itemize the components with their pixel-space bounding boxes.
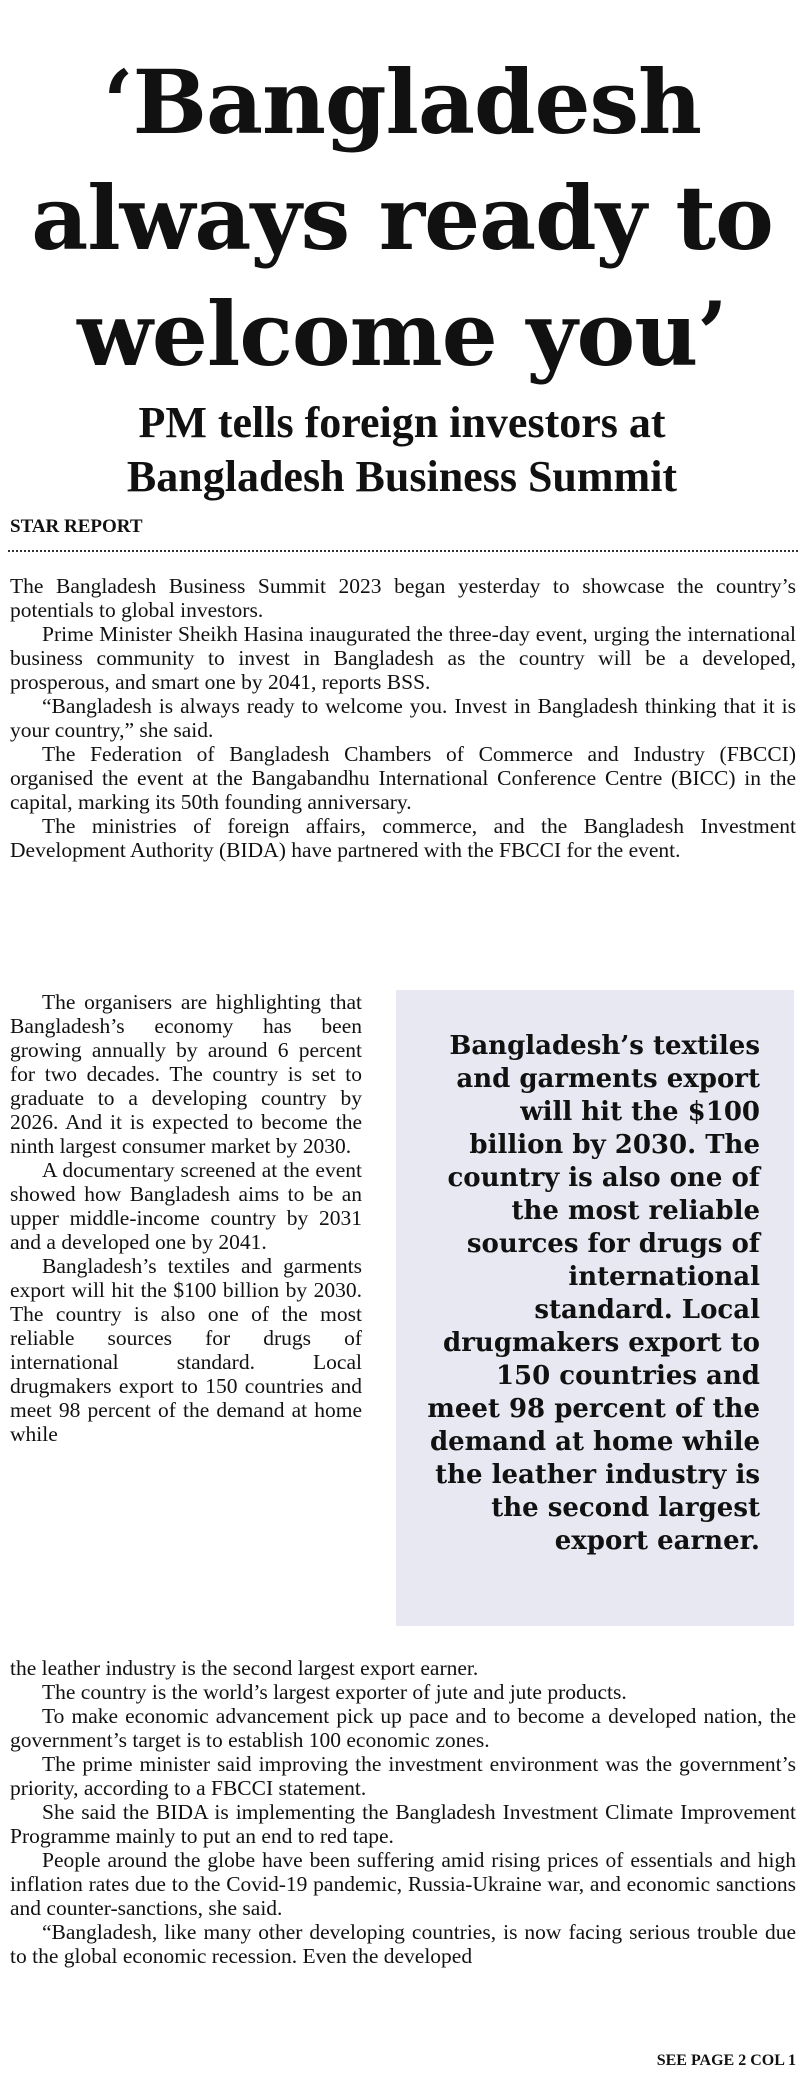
paragraph: The Federation of Bangladesh Chambers of Commerce and Industry (FBCCI) organised the event at the Bangabandhu International Conference Centre (BICC) in the capital, marking its 50th founding anniversary. <box>10 742 796 814</box>
paragraph: She said the BIDA is implementing the Bangladesh Investment Climate Improvement Programme mainly to put an end to red tape. <box>10 1800 796 1848</box>
paragraph: Bangladesh’s textiles and garments export will hit the $100 billion by 2030. The country is also one of the most reliable sources for drugs of international standard. Local drugmakers export to 150 countries and meet 98 percent of the demand at home while <box>10 1254 362 1446</box>
paragraph: the leather industry is the second largest export earner. <box>10 1656 479 1680</box>
headline-line: ‘Bangladesh <box>102 50 702 154</box>
paragraph: A documentary screened at the event showed how Bangladesh aims to be an upper middle-income country by 2031 and a developed one by 2041. <box>10 1158 362 1254</box>
pull-quote-box <box>396 990 794 1626</box>
paragraph: “Bangladesh is always ready to welcome you. Invest in Bangladesh thinking that it is your country,” she said. <box>10 694 796 742</box>
deck <box>0 396 804 504</box>
paragraph: The prime minister said improving the investment environment was the government’s priority, according to a FBCCI statement. <box>10 1752 796 1800</box>
article-body-top <box>10 574 796 862</box>
pull-quote-text: Bangladesh’s textiles and garments export will hit the $100 billion by 2030. The country is also one of the most reliable sources for drugs of international standard. Local drugmakers export to 150 countries and meet 98 percent of the demand at home while the leather industry is the second largest export earner. <box>427 1031 760 1556</box>
paragraph: The country is the world’s largest exporter of jute and jute products. <box>42 1680 627 1704</box>
paragraph: The organisers are highlighting that Bangladesh’s economy has been growing annually by around 6 percent for two decades. The country is set to graduate to a developing country by 2026. And it is expected to become the ninth largest consumer market by 2030. <box>10 990 362 1158</box>
paragraph: Prime Minister Sheikh Hasina inaugurated the three-day event, urging the international business community to invest in Bangladesh as the country will be a developed, prosperous, and smart one by 2041, reports BSS. <box>10 622 796 694</box>
byline: STAR REPORT <box>10 516 143 537</box>
paragraph: People around the globe have been suffering amid rising prices of essentials and high inflation rates due to the Covid-19 pandemic, Russia-Ukraine war, and economic sanctions and counter-sanctions, she said. <box>10 1848 796 1920</box>
paragraph: “Bangladesh, like many other developing countries, is now facing serious trouble due to the global economic recession. Even the developed <box>10 1920 796 1968</box>
continuation-jump-line[interactable]: SEE PAGE 2 COL 1 <box>656 2052 796 2069</box>
dotted-divider <box>8 550 798 552</box>
deck-line: PM tells foreign investors at <box>138 398 666 447</box>
paragraph: To make economic advancement pick up pace and to become a developed nation, the government’s target is to establish 100 economic zones. <box>10 1704 796 1752</box>
article-body-left-column <box>10 990 362 1446</box>
paragraph: The Bangladesh Business Summit 2023 began yesterday to showcase the country’s potentials to global investors. <box>10 574 796 622</box>
headline-line: always ready to <box>31 166 773 270</box>
headline-line: welcome you’ <box>77 282 727 386</box>
headline <box>0 44 804 392</box>
paragraph: The ministries of foreign affairs, commerce, and the Bangladesh Investment Development Authority (BIDA) have partnered with the FBCCI for the event. <box>10 814 796 862</box>
article-body-bottom <box>10 1656 796 1968</box>
deck-line: Bangladesh Business Summit <box>126 452 678 501</box>
